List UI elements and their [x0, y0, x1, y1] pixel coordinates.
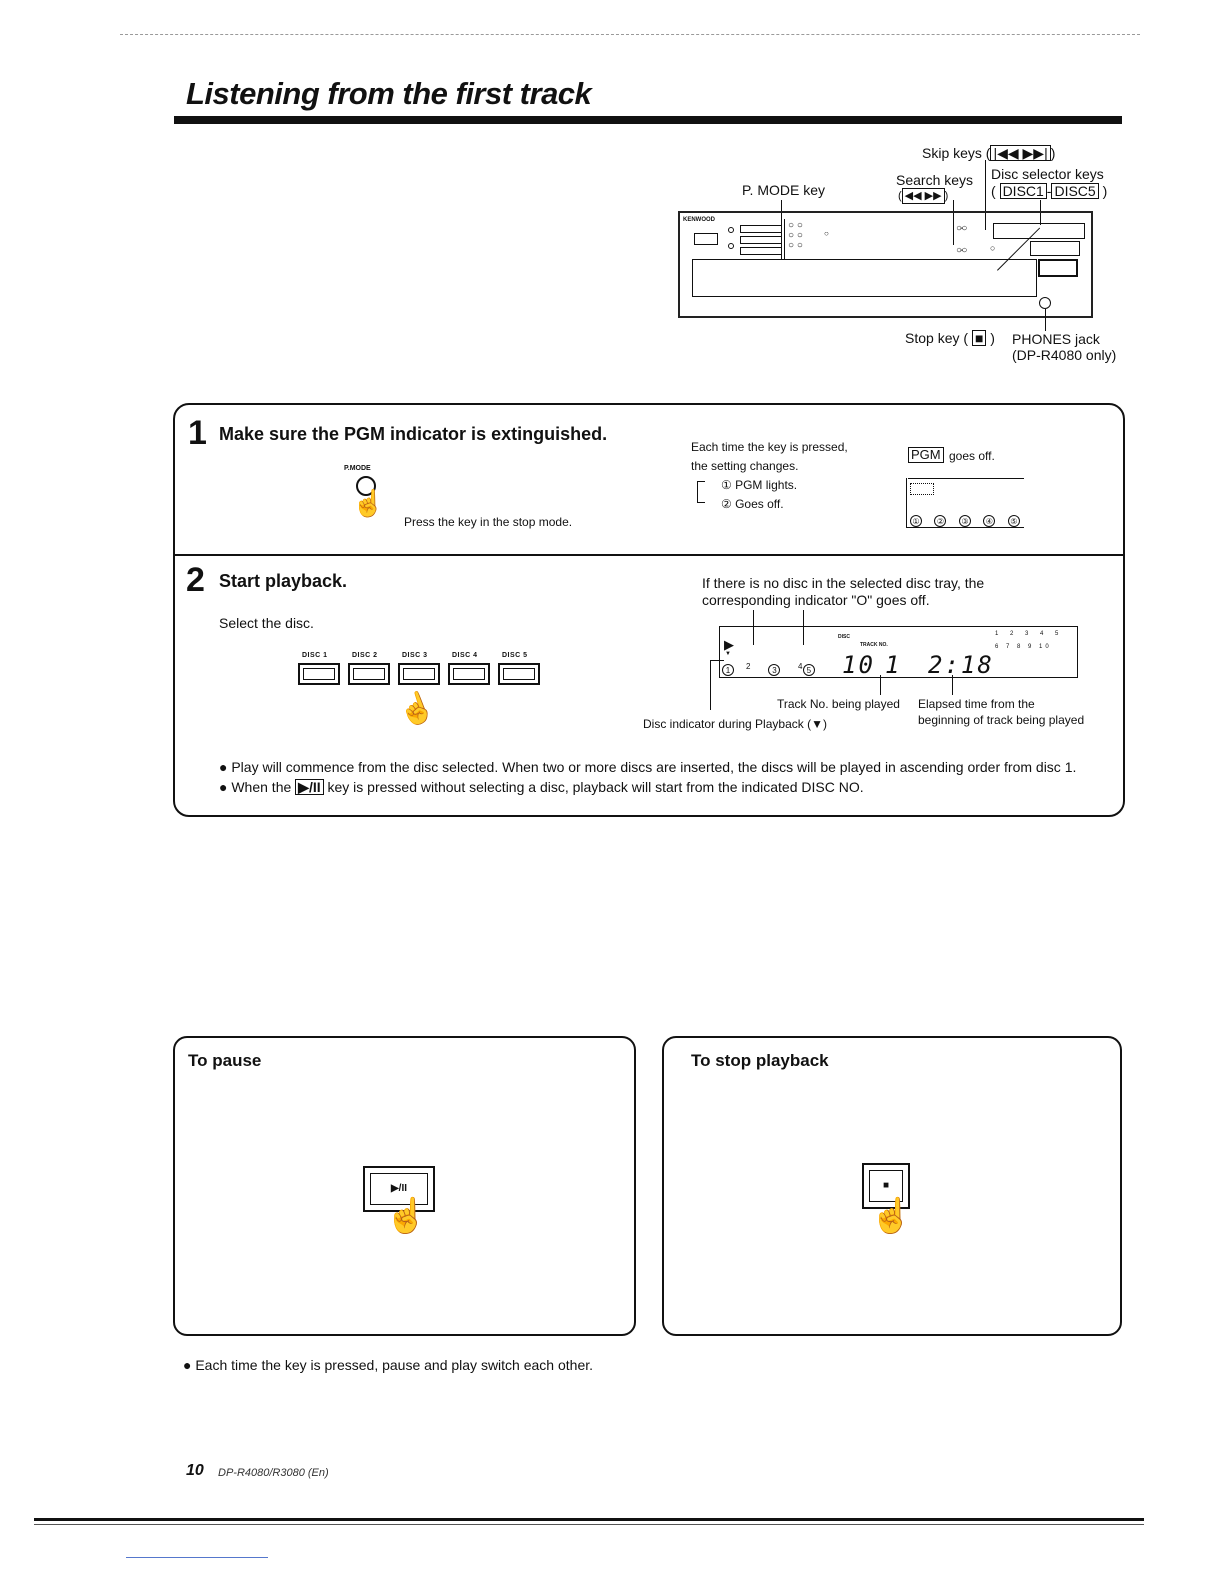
pgm-disc-indicator-4: ④ [983, 515, 995, 527]
disc-4-label: DISC 4 [452, 652, 478, 659]
play-pause-key-inline: ▶/II [295, 779, 323, 795]
display-track-digit: 1 [885, 651, 902, 679]
playback-pointer-icon: ▼ [725, 651, 731, 657]
stop-panel-title: To stop playback [691, 1051, 829, 1070]
display-leader-line-1 [753, 610, 754, 645]
disc-3-button [398, 663, 440, 685]
display-disc-indicator-2: 2 [746, 662, 751, 671]
disc-1-label: DISC 1 [302, 652, 328, 659]
toggle-bracket [697, 481, 705, 503]
pgm-extinguished-box [910, 483, 934, 495]
phones-jack-symbol [1039, 297, 1051, 309]
step-2-note-2: ● When the ▶/II key is pressed without selecting a disc, playback will start from the indicated DISC NO. [219, 779, 864, 795]
page-title: Listening from the first track [186, 76, 592, 111]
display-disc-label: DISC [838, 634, 850, 640]
led-2 [728, 243, 734, 249]
track-no-caption: Track No. being played [777, 697, 900, 711]
disc-1-button [298, 663, 340, 685]
step-1-number: 1 [188, 414, 207, 452]
skip-keys-label: Skip keys ( |◀◀ ▶▶| ) [922, 145, 1056, 161]
step-1-setting-changes: the setting changes. [691, 459, 799, 473]
skip-keys-symbols: |◀◀ ▶▶| [990, 145, 1050, 161]
no-disc-note-line-2: corresponding indicator "O" goes off. [702, 592, 930, 608]
hand-press-icon: ☝ [393, 687, 440, 732]
stop-hand-icon: ☝ [870, 1197, 913, 1235]
disc-indicator-leader-tick [710, 660, 724, 661]
step-1-instruction: Press the key in the stop mode. [404, 515, 573, 529]
disc-indicator-leader-line [710, 660, 711, 710]
phones-leader-line [1045, 309, 1046, 331]
display-window [784, 219, 949, 259]
display-disc-indicator-1: 1 [722, 664, 734, 676]
disc-5-button [498, 663, 540, 685]
pgm-goes-off: goes off. [949, 449, 995, 463]
pgm-indicator-label: PGM [908, 447, 944, 463]
search-keys-label: Search keys [896, 172, 974, 188]
title-rule [174, 116, 1122, 124]
display-disc-indicators [718, 660, 819, 678]
pgm-disc-indicator-1: ① [910, 515, 922, 527]
step-1-option-1: ① PGM lights. [721, 478, 798, 492]
display-track-number: 10 [842, 651, 875, 679]
display-track-no-label: TRACK NO. [860, 642, 888, 648]
step-2-note-1: ● Play will commence from the disc selected. When two or more discs are inserted, the discs will be played in ascending order from disc 1. [219, 759, 1077, 775]
step-2-title: Start playback. [219, 571, 348, 591]
display-disc-indicator-3: 3 [768, 664, 780, 676]
bottom-rule-thick [34, 1518, 1144, 1521]
button-strip-2 [740, 236, 782, 244]
model-number: DP-R4080/R3080 (En) [218, 1467, 329, 1479]
pgm-disc-indicator-3: ③ [959, 515, 971, 527]
small-indicator: ○ [824, 229, 829, 238]
pgm-display-top [908, 478, 1024, 479]
step-2-number: 2 [186, 561, 205, 599]
play-indicator-icon: ▶ [724, 637, 734, 652]
pgm-disc-indicators [906, 511, 1024, 529]
pause-panel-title: To pause [188, 1051, 262, 1070]
display-elapsed-time: 2:18 [928, 651, 994, 679]
phones-jack-note: (DP-R4080 only) [1012, 347, 1117, 363]
pause-key-symbol: ▶/II [370, 1173, 428, 1205]
knob-cluster: ○ ○ ○ ○ ○ ○ [788, 220, 803, 251]
display-top-row-numbers: 1 2 3 4 5 [995, 631, 1064, 637]
track-leader-line [880, 675, 881, 695]
pmode-key-label: P. MODE key [742, 182, 825, 198]
steps-divider [175, 554, 1123, 556]
pgm-disc-indicator-5: ⑤ [1008, 515, 1020, 527]
bottom-link-line [126, 1557, 268, 1558]
display-disc-indicator-5: 5 [803, 664, 815, 676]
disc-selector-keys-label: Disc selector keys [991, 166, 1104, 182]
pause-note: ● Each time the key is pressed, pause and play switch each other. [183, 1357, 594, 1373]
display-bottom-row-numbers: 6 7 8 9 10 [995, 644, 1052, 650]
top-dashed-rule [120, 34, 1140, 35]
button-strip-1 [740, 225, 782, 233]
disc-2-label: DISC 2 [352, 652, 378, 659]
disc-4-button [448, 663, 490, 685]
step-2-select-disc: Select the disc. [219, 615, 314, 631]
phones-indicator: ○ [990, 243, 996, 253]
search-skip-buttons: ○-○ ○-○ [956, 223, 966, 256]
brand-logo: KENWOOD [683, 217, 715, 223]
bottom-rule-thin [34, 1524, 1144, 1525]
elapsed-leader-line [952, 675, 953, 695]
no-disc-note-line-1: If there is no disc in the selected disc tray, the [702, 575, 985, 591]
stop-key-symbol: ■ [869, 1170, 903, 1202]
disc-tray [692, 259, 1037, 297]
pmode-button-label: P.MODE [344, 465, 371, 472]
pause-panel [173, 1036, 636, 1336]
button-strip-3 [740, 247, 782, 255]
steps-box [173, 403, 1125, 817]
phones-jack-label: PHONES jack [1012, 331, 1100, 347]
step-1-title: Make sure the PGM indicator is extinguished. [219, 424, 608, 444]
step-1-each-time: Each time the key is pressed, [691, 440, 848, 454]
pointing-hand-icon: ☝ [352, 488, 385, 518]
disc-selector-range: ( DISC1 - DISC5 ) [991, 183, 1108, 199]
disc-indicator-caption: Disc indicator during Playback (▼) [643, 717, 827, 731]
pgm-disc-indicator-2: ② [934, 515, 946, 527]
disc-5-label: DISC 5 [502, 652, 528, 659]
stop-key-label: Stop key ( ■ ) [905, 330, 995, 346]
power-button [694, 233, 718, 245]
pause-hand-icon: ☝ [385, 1197, 428, 1235]
step-1-option-2: ② Goes off. [721, 497, 784, 511]
led-1 [728, 227, 734, 233]
disc-2-button [348, 663, 390, 685]
stop-panel [662, 1036, 1122, 1336]
elapsed-caption-line-2: beginning of track being played [918, 713, 1085, 727]
display-leader-line-2 [803, 610, 804, 645]
elapsed-caption-line-1: Elapsed time from the [918, 697, 1035, 711]
page-number: 10 [186, 1462, 204, 1479]
search-keys-symbols: ( ◀◀ ▶▶ ) [898, 190, 949, 202]
display-disc-indicator-4: 4 [798, 662, 803, 671]
disc-3-label: DISC 3 [402, 652, 428, 659]
